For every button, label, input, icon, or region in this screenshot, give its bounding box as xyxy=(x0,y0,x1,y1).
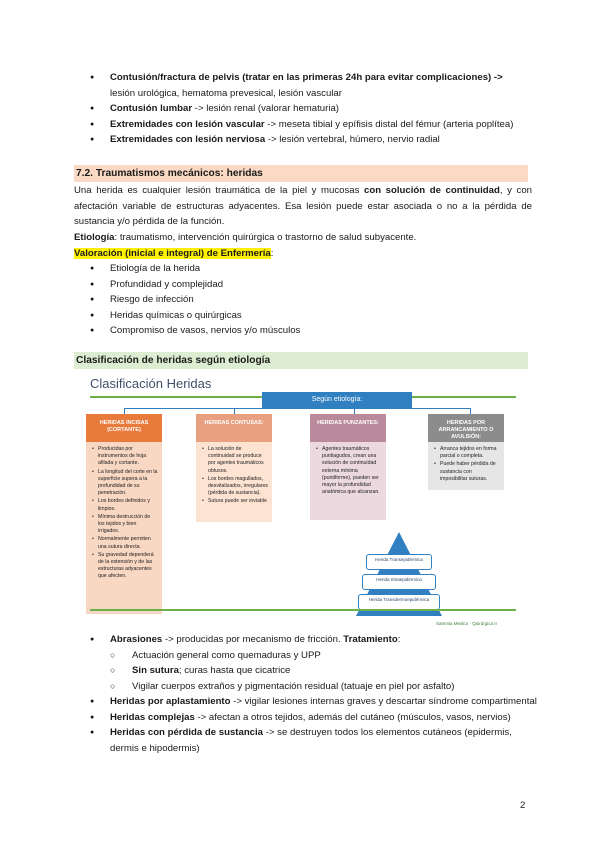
sub-item-bold: Sin sutura xyxy=(132,665,179,676)
pyramid-label: Herida Transdermoepidérmica xyxy=(368,597,430,602)
list-item-bold: Extremidades con lesión vascular xyxy=(110,118,265,130)
list-item xyxy=(80,117,540,133)
list-item-bold: Heridas por aplastamiento xyxy=(110,696,231,707)
list-item-text: lesión urológica, hematoma prevesical, lesión vascular xyxy=(110,87,342,99)
intro-text: Una herida es cualquier lesión traumática de la piel y mucosas xyxy=(74,185,365,196)
section-heading: Clasificación de heridas según etiología xyxy=(74,352,528,369)
valoracion-list xyxy=(80,261,540,339)
column-item: • Arranca tejidos en forma parcial o completa. xyxy=(434,446,500,460)
list-item xyxy=(80,632,540,694)
list-item xyxy=(80,710,540,726)
intro-paragraph xyxy=(74,183,532,230)
etiologia-line xyxy=(74,230,532,246)
column-item: • Producidas por instrumentos de hoja afilada y cortante. xyxy=(92,446,158,468)
pyramid-label: Herida Intraepidérmica xyxy=(376,577,422,582)
column-body xyxy=(86,442,162,614)
list-item-text: -> afectan a otros tejidos, además del cutáneo (músculos, vasos, nervios) xyxy=(194,711,511,723)
list-item: ● Profundidad y complejidad xyxy=(80,277,540,293)
list-item-text: -> producidas por mecanismo de fricción. xyxy=(162,634,344,645)
etiologia-label: Etiología xyxy=(74,232,115,243)
list-item-text: -> lesión vertebral, húmero, nervio radial xyxy=(265,134,440,145)
column-header: HERIDAS POR ARRANCAMIENTO O AVULSIÓN: xyxy=(428,414,504,442)
diagram-column xyxy=(428,414,504,490)
etiologia-text: : traumatismo, intervención quirúrgica o trastorno de salud subyacente. xyxy=(114,232,417,243)
top-bullet-list xyxy=(80,70,540,148)
sub-item-text: Actuación general como quemaduras y UPP xyxy=(132,649,321,661)
column-item: • La longitud del corte en la superficie supera a la profundidad de su penetración. xyxy=(92,469,158,498)
sub-list-item xyxy=(80,679,540,695)
valoracion-colon: : xyxy=(270,248,274,259)
pyramid-label: Herida Transepidérmica xyxy=(375,557,423,562)
list-item xyxy=(80,70,540,101)
list-item: ● Heridas químicas o quirúrgicas xyxy=(80,308,540,324)
column-item: • Los bordes magullados, desvitalizados, irregulares (pérdida de sustancia). xyxy=(202,476,268,498)
column-header: HERIDAS PUNZANTES: xyxy=(310,414,386,442)
column-body xyxy=(310,442,386,520)
depth-pyramid xyxy=(354,530,444,618)
column-item: • Sutura puede ser inviable xyxy=(202,498,268,505)
diagram-column xyxy=(310,414,386,520)
column-item: • Normalmente permiten una sutura directa. xyxy=(92,536,158,550)
column-item: • Los bordes definidos y limpios. xyxy=(92,498,158,512)
column-item: • Agentes traumáticos puntiagudos, crean una solución de continuidad externa mínima (puntiforme), pueden ser mayor la profundidad anatómica que alcanzan. xyxy=(316,446,382,496)
diagram-column xyxy=(196,414,272,522)
column-header: HERIDAS INCISAS (CORTANTE) xyxy=(86,414,162,442)
page-number: 2 xyxy=(520,800,526,811)
list-item xyxy=(80,132,540,148)
list-item-text: -> vigilar lesiones internas graves y descartar síndrome compartimental xyxy=(230,696,537,707)
valoracion-label: Valoración (inicial e integral) de Enfermería xyxy=(74,248,271,259)
intro-text: , y con afectación variable de estructuras adyacentes. Esa lesión puede estar asociada o no a la pérdida de sustancia y/o pérdida de la función. xyxy=(74,185,532,227)
list-item-bold: Tratamiento xyxy=(343,634,398,645)
list-item xyxy=(80,725,540,756)
divider xyxy=(90,609,516,611)
list-item xyxy=(80,101,540,117)
list-item: ● Etiología de la herida xyxy=(80,261,540,277)
list-item-text: -> lesión renal (valorar hematuria) xyxy=(192,103,339,114)
list-item: ● Riesgo de infección xyxy=(80,292,540,308)
section-heading: 7.2. Traumatismos mecánicos: heridas xyxy=(74,165,528,182)
list-item xyxy=(80,694,540,710)
column-header: HERIDAS CONTUSAS: xyxy=(196,414,272,442)
sub-item-text: Vigilar cuerpos extraños y pigmentación residual (tatuaje en piel por asfalto) xyxy=(132,680,455,692)
diagram-credit: Sammia Medico · Quirúrgica II xyxy=(436,621,497,626)
column-item: • Mínima destrucción de los tejidos y bien irrigados. xyxy=(92,514,158,536)
connector-line xyxy=(124,408,470,414)
list-item: ● Compromiso de vasos, nervios y/o músculos xyxy=(80,323,540,339)
bottom-bullet-list xyxy=(80,632,540,756)
intro-bold: con solución de continuidad xyxy=(364,185,500,196)
sub-list xyxy=(80,648,540,695)
list-item-text: : xyxy=(397,634,401,645)
list-item-bold: Contusión/fractura de pelvis (tratar en las primeras 24h para evitar complicaciones) -> xyxy=(110,72,503,83)
diagram-column xyxy=(86,414,162,614)
list-item-bold: Abrasiones xyxy=(110,634,163,645)
diagram-root: Según etiología: xyxy=(262,392,412,408)
list-item-bold: Heridas complejas xyxy=(110,711,195,723)
list-item-text: -> se destruyen todos los elementos cutáneos (epidermis, dermis e hipodermis) xyxy=(110,727,512,754)
column-body xyxy=(196,442,272,522)
list-item-bold: Contusión lumbar xyxy=(110,103,193,114)
list-item-bold: Extremidades con lesión nerviosa xyxy=(110,134,266,145)
column-item: • La solución de continuidad se produce por agentes traumáticos obtusos. xyxy=(202,446,268,475)
sub-list-item xyxy=(80,663,540,679)
classification-diagram xyxy=(84,372,516,628)
column-body xyxy=(428,442,504,490)
list-item-bold: Heridas con pérdida de sustancia xyxy=(110,727,264,738)
sub-list-item xyxy=(80,648,540,664)
column-item: • Puede haber pérdida de sustancia con imposibilitar suturas. xyxy=(434,461,500,483)
valoracion-line xyxy=(74,246,532,262)
list-item-text: -> meseta tibial y epífisis distal del fémur (arteria poplítea) xyxy=(264,118,514,130)
column-item: • Su gravedad dependerá de la extensión y de las estructuras adyacentes que afecten. xyxy=(92,552,158,581)
diagram-title: Clasificación Heridas xyxy=(90,376,212,391)
sub-item-text: ; curas hasta que cicatrice xyxy=(178,665,291,676)
